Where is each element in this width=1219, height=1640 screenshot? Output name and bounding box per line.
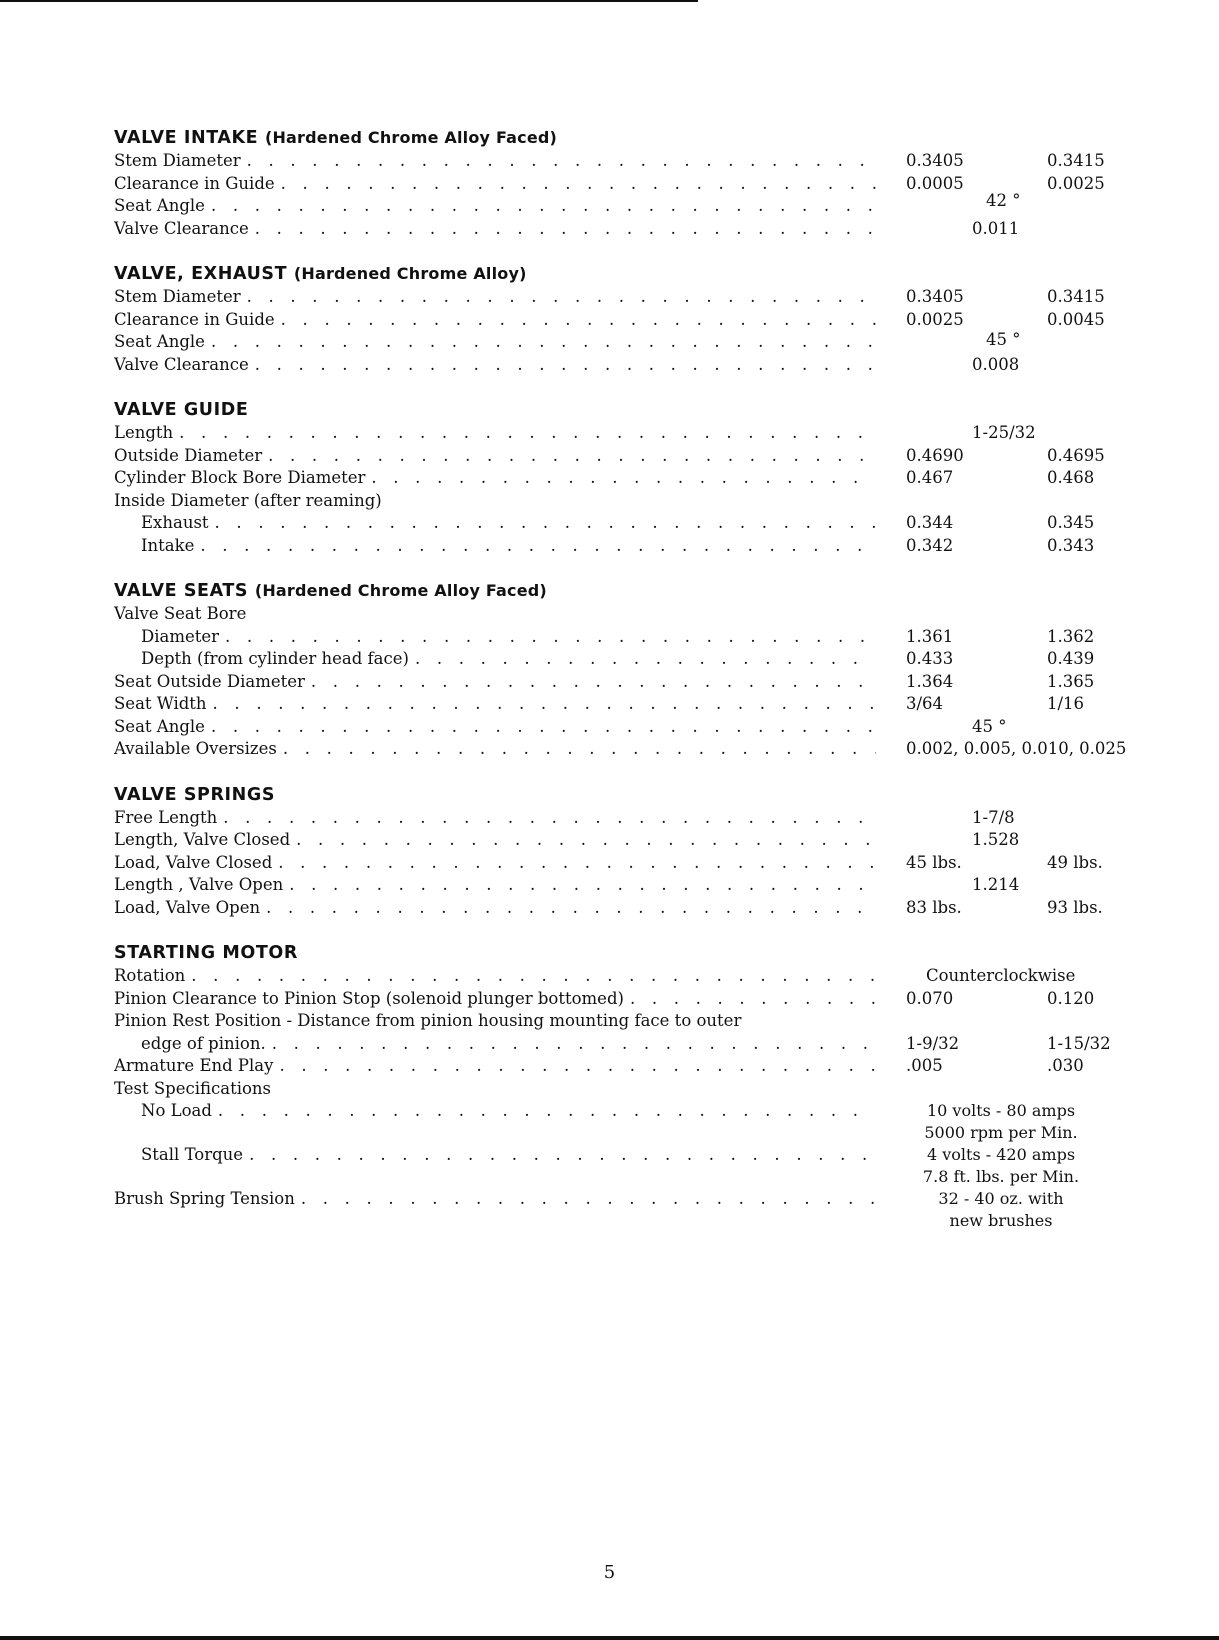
dot-leader [311, 671, 876, 694]
spec-value: 1.214 [972, 875, 1020, 894]
spec-row [114, 354, 1134, 377]
label-leader [114, 716, 876, 739]
spec-min: 0.4690 [906, 445, 964, 465]
spec-row [114, 693, 1134, 716]
spec-values [906, 1144, 1096, 1188]
page-number: 5 [603, 1562, 616, 1583]
dot-leader [255, 354, 876, 377]
spec-value: 0.011 [972, 218, 1020, 238]
spec-row [114, 965, 1134, 988]
spec-min: 0.342 [906, 535, 954, 555]
label-leader [114, 1055, 876, 1078]
spec-row [114, 1100, 1134, 1144]
spec-row [114, 1188, 1134, 1232]
spec-min: 0.070 [906, 988, 954, 1008]
label-leader [114, 195, 876, 218]
spec-row [114, 512, 1134, 535]
spec-max: 0.4695 [1047, 445, 1105, 465]
section-valve-seats [114, 579, 1134, 761]
spec-row [114, 988, 1134, 1011]
spec-row [114, 1033, 1134, 1056]
dot-leader [289, 874, 876, 897]
dot-leader [266, 897, 876, 920]
spec-row [114, 191, 1134, 218]
spec-row [114, 852, 1134, 875]
section-starting-motor [114, 941, 1134, 1232]
spec-label: Length [114, 423, 174, 442]
spec-label: Valve Clearance [114, 218, 249, 238]
spec-label: Brush Spring Tension [114, 1189, 295, 1208]
spec-label: Depth (from cylinder head face) [141, 649, 409, 668]
label-leader [114, 1033, 876, 1056]
spec-label: Diameter [141, 626, 220, 646]
spec-row [114, 286, 1134, 309]
spec-label: Available Oversizes [114, 739, 277, 758]
section-valve-intake [114, 126, 1134, 240]
spec-min: 45 lbs. [906, 852, 962, 872]
spec-max: 0.3415 [1047, 287, 1105, 306]
spec-label: Seat Width [114, 694, 207, 713]
label-leader [114, 218, 876, 241]
section-subtitle: (Hardened Chrome Alloy Faced) [264, 128, 558, 147]
spec-row [114, 1144, 1134, 1188]
dot-leader [247, 286, 876, 309]
spec-min: 1.364 [906, 671, 954, 691]
spec-row [114, 648, 1134, 671]
spec-max: 0.439 [1047, 649, 1095, 668]
spec-label: Length , Valve Open [114, 875, 284, 894]
spec-max: 0.0025 [1047, 173, 1105, 193]
dot-leader [213, 693, 876, 716]
section-title-text: VALVE GUIDE [114, 400, 249, 420]
label-leader [114, 807, 876, 830]
dot-leader [191, 965, 876, 988]
spec-row [114, 874, 1134, 897]
spec-label: Pinion Clearance to Pinion Stop (solenoid plunger bottomed) [114, 988, 624, 1008]
label-leader [114, 988, 876, 1011]
label-leader [114, 874, 876, 897]
section-title [114, 579, 1134, 603]
spec-row [114, 467, 1134, 490]
spec-max: 0.120 [1047, 988, 1095, 1008]
spec-value: 1.528 [972, 830, 1020, 849]
spec-value: 45 ° [986, 330, 1021, 349]
dot-leader [223, 807, 876, 830]
spec-max: 1-15/32 [1047, 1033, 1111, 1053]
spec-value: 0.008 [972, 354, 1020, 374]
spec-label: Seat Angle [114, 332, 205, 351]
spec-max: 0.468 [1047, 468, 1095, 487]
dot-leader [278, 852, 876, 875]
label-leader [114, 897, 876, 920]
section-title-text: STARTING MOTOR [114, 943, 298, 963]
spec-label: Seat Outside Diameter [114, 671, 305, 691]
spec-min: 83 lbs. [906, 897, 962, 917]
dot-leader [211, 716, 876, 739]
spec-label: Length, Valve Closed [114, 830, 291, 849]
spec-value-line: 5000 rpm per Min. [924, 1123, 1078, 1142]
spec-label: Clearance in Guide [114, 309, 275, 329]
dot-leader [283, 738, 876, 761]
label-leader [114, 173, 876, 196]
label-leader [114, 286, 876, 309]
label-leader [114, 309, 876, 332]
label-leader [114, 354, 876, 377]
spec-max: 1/16 [1047, 694, 1085, 713]
spec-min: 0.0005 [906, 173, 964, 193]
label-leader [114, 1144, 876, 1167]
label-leader [114, 693, 876, 716]
section-valve-exhaust [114, 262, 1134, 376]
top-edge-rule [0, 0, 698, 2]
spec-row [114, 716, 1134, 739]
dot-leader [272, 1033, 876, 1056]
spec-row [114, 1055, 1134, 1078]
spec-row [114, 490, 1134, 513]
spec-label: Pinion Rest Position - Distance from pinion housing mounting face to outer [114, 1011, 742, 1030]
spec-label: Outside Diameter [114, 445, 263, 465]
dot-leader [200, 535, 876, 558]
spec-label: Cylinder Block Bore Diameter [114, 468, 366, 487]
section-title-text: VALVE INTAKE [114, 128, 259, 148]
spec-label: Free Length [114, 807, 218, 827]
label-leader [114, 1188, 876, 1211]
spec-row [114, 422, 1134, 445]
spec-value: 0.002, 0.005, 0.010, 0.025 [906, 739, 1127, 758]
spec-value-line: 7.8 ft. lbs. per Min. [922, 1167, 1080, 1186]
label-leader [114, 671, 876, 694]
spec-label: Stall Torque [141, 1145, 244, 1164]
label-leader [114, 829, 876, 852]
spec-row [114, 626, 1134, 649]
spec-label: Clearance in Guide [114, 173, 275, 193]
spec-value-line: 4 volts - 420 amps [926, 1145, 1076, 1164]
label-leader [114, 422, 876, 445]
spec-max: 1.362 [1047, 626, 1095, 646]
spec-value-line: new brushes [949, 1211, 1053, 1230]
spec-row [114, 603, 1134, 626]
spec-min: 3/64 [906, 694, 944, 713]
spec-max: 93 lbs. [1047, 897, 1103, 917]
spec-row [114, 331, 1134, 354]
section-title [114, 941, 1134, 965]
section-title-text: VALVE, EXHAUST [114, 264, 288, 284]
spec-max: 0.345 [1047, 513, 1095, 532]
spec-value: 42 ° [986, 191, 1021, 210]
spec-label: Intake [141, 535, 195, 555]
spec-row [114, 535, 1134, 558]
spec-row [114, 671, 1134, 694]
label-leader [114, 467, 876, 490]
spec-value: 45 ° [972, 716, 1007, 736]
dot-leader [211, 195, 876, 218]
spec-label: No Load [141, 1101, 212, 1120]
spec-row [114, 218, 1134, 241]
dot-leader [281, 173, 876, 196]
dot-leader [225, 626, 876, 649]
spec-min: 1.361 [906, 626, 954, 646]
spec-value-line: 32 - 40 oz. with [938, 1189, 1064, 1208]
spec-label: Stem Diameter [114, 287, 241, 306]
spec-min: 0.344 [906, 513, 954, 532]
spec-row [114, 445, 1134, 468]
spec-value-line: 10 volts - 80 amps [926, 1101, 1076, 1120]
spec-label: Test Specifications [114, 1078, 271, 1098]
spec-min: .005 [906, 1056, 943, 1075]
spec-values [906, 1188, 1096, 1232]
spec-label: Rotation [114, 966, 186, 985]
label-leader [114, 648, 876, 671]
spec-min: 0.3405 [906, 287, 964, 306]
spec-values [906, 1100, 1096, 1144]
section-title [114, 783, 1134, 807]
spec-value: Counterclockwise [926, 966, 1076, 985]
dot-leader [215, 512, 876, 535]
spec-row [114, 807, 1134, 830]
dot-leader [218, 1100, 876, 1123]
spec-row [114, 150, 1134, 173]
spec-value: 1-7/8 [972, 807, 1015, 827]
spec-label: Valve Seat Bore [114, 604, 247, 623]
dot-leader [255, 218, 876, 241]
spec-label: Seat Angle [114, 716, 205, 736]
label-leader [114, 535, 876, 558]
dot-leader [279, 1055, 876, 1078]
spec-sheet [114, 126, 1134, 1254]
spec-value: 1-25/32 [972, 423, 1036, 442]
dot-leader [247, 150, 876, 173]
section-title [114, 398, 1134, 422]
dot-leader [249, 1144, 876, 1167]
dot-leader [296, 829, 876, 852]
dot-leader [281, 309, 876, 332]
section-subtitle: (Hardened Chrome Alloy) [293, 264, 527, 283]
spec-label: Armature End Play [114, 1056, 274, 1075]
spec-label: Valve Clearance [114, 354, 249, 374]
spec-max: 1.365 [1047, 671, 1095, 691]
dot-leader [211, 331, 876, 354]
spec-max: 0.343 [1047, 535, 1095, 555]
spec-row [114, 1078, 1134, 1101]
label-leader [114, 331, 876, 354]
spec-max: 0.3415 [1047, 151, 1105, 170]
section-valve-springs [114, 783, 1134, 920]
spec-label: Exhaust [141, 513, 209, 532]
section-title-text: VALVE SEATS [114, 581, 249, 601]
spec-min: 0.3405 [906, 151, 964, 170]
label-leader [114, 445, 876, 468]
spec-row [114, 829, 1134, 852]
spec-min: 0.467 [906, 468, 954, 487]
spec-label: Inside Diameter (after reaming) [114, 490, 382, 510]
section-valve-guide [114, 398, 1134, 557]
label-leader [114, 512, 876, 535]
section-title-text: VALVE SPRINGS [114, 784, 276, 805]
dot-leader [301, 1188, 876, 1211]
spec-min: 0.0025 [906, 309, 964, 329]
dot-leader [179, 422, 876, 445]
spec-label: Load, Valve Open [114, 897, 261, 917]
spec-label: Load, Valve Closed [114, 852, 273, 872]
dot-leader [415, 648, 876, 671]
spec-min: 1-9/32 [906, 1033, 960, 1053]
label-leader [114, 738, 876, 761]
dot-leader [371, 467, 876, 490]
spec-row [114, 738, 1134, 761]
spec-row [114, 897, 1134, 920]
spec-row [114, 1010, 1134, 1033]
spec-row [114, 173, 1134, 196]
section-subtitle: (Hardened Chrome Alloy Faced) [254, 581, 547, 600]
label-leader [114, 626, 876, 649]
label-leader [114, 1100, 876, 1123]
spec-max: 0.0045 [1047, 309, 1105, 329]
label-leader [114, 150, 876, 173]
spec-label: Seat Angle [114, 196, 205, 215]
dot-leader [268, 445, 876, 468]
spec-label: edge of pinion. [141, 1033, 266, 1053]
spec-max: 49 lbs. [1047, 852, 1103, 872]
section-title [114, 262, 1134, 286]
spec-row [114, 309, 1134, 332]
section-title [114, 126, 1134, 150]
spec-max: .030 [1047, 1056, 1084, 1075]
label-leader [114, 965, 876, 988]
bottom-edge-rule [0, 1636, 1219, 1640]
spec-min: 0.433 [906, 649, 954, 668]
label-leader [114, 852, 876, 875]
spec-label: Stem Diameter [114, 151, 241, 170]
dot-leader [630, 988, 876, 1011]
